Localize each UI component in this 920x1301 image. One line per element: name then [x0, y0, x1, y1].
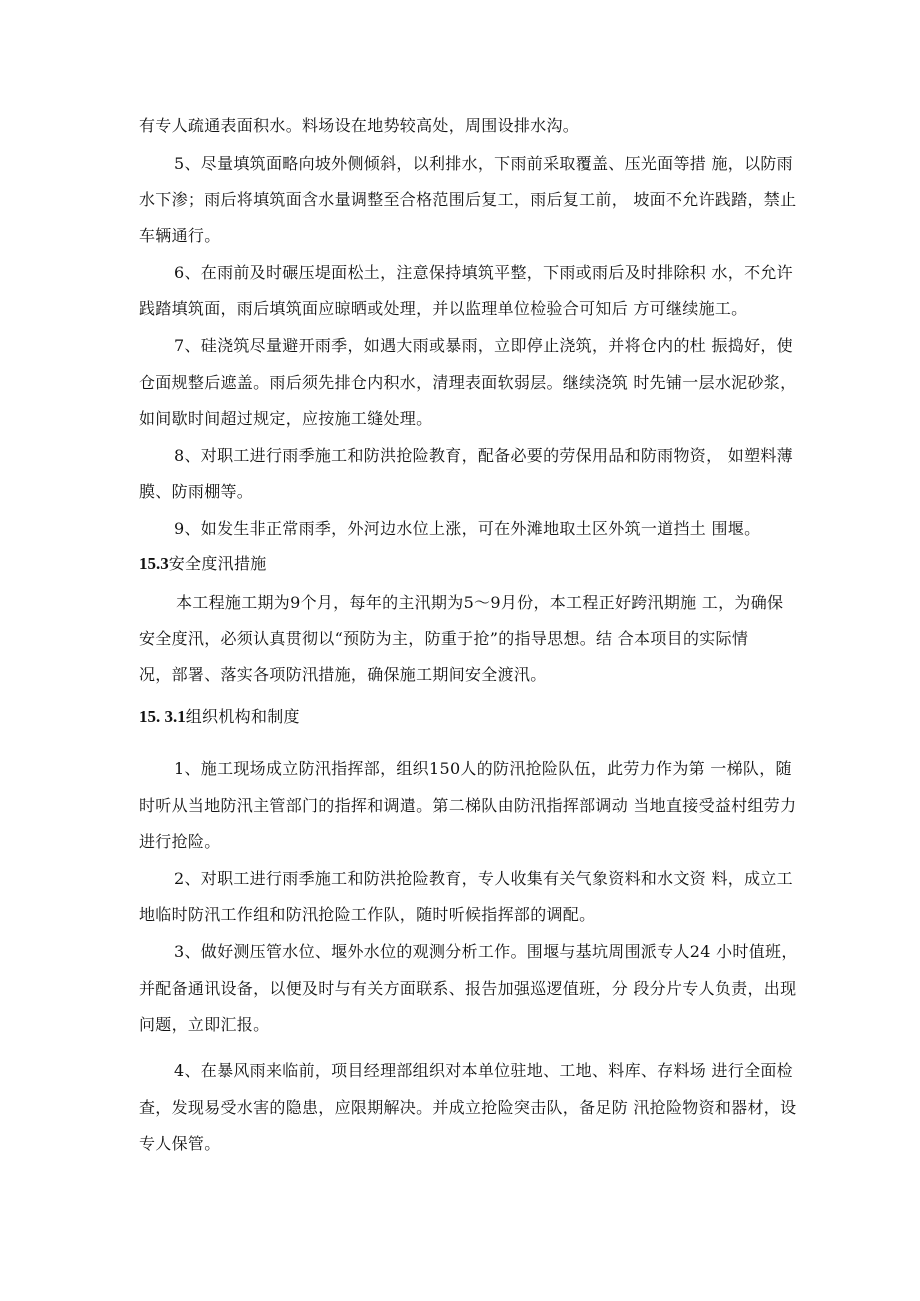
rain-item-5-line-3: 车辆通行。 — [139, 226, 221, 245]
rain-item-5-line-1: 5、尽量填筑面略向坡外侧倾斜，以利排水，下雨前采取覆盖、压光面等措 施，以防雨 — [174, 154, 793, 173]
org-item-1-line-1: 1、施工现场成立防汛指挥部，组织150人的防汛抢险队伍，此劳力作为第 一梯队，随 — [174, 759, 792, 778]
section-heading-15-3-1 — [139, 706, 300, 728]
rain-cont-line-1: 有专人疏通表面积水。料场设在地势较高处，周围设排水沟。 — [139, 116, 580, 135]
org-item-1-line-2: 时听从当地防汛主管部门的指挥和调遣。第二梯队由防汛指挥部调动 当地直接受益村组劳力 — [139, 796, 797, 815]
rain-item-6-line-2: 践踏填筑面，雨后填筑面应晾晒或处理，并以监理单位检验合可知后 方可继续施工。 — [139, 299, 748, 318]
subsection-title: 组织机构和制度 — [185, 707, 300, 726]
rain-item-7-line-2: 仓面规整后遮盖。雨后须先排仓内积水，清理表面软弱层。继续浇筑 时先铺一层水泥砂浆， — [139, 373, 797, 392]
org-item-4-line-2: 查，发现易受水害的隐患，应限期解决。并成立抢险突击队，备足防 汛抢险物资和器材，设 — [139, 1098, 797, 1117]
section-number: 15.3 — [139, 554, 169, 573]
org-item-2-line-2: 地临时防汛工作组和防汛抢险工作队，随时听候指挥部的调配。 — [139, 905, 596, 924]
org-item-3-line-2: 并配备通讯设备，以便及时与有关方面联系、报告加强巡逻值班，分 段分片专人负责，出现 — [139, 979, 797, 998]
section-heading-15-3 — [139, 553, 267, 575]
org-item-2-line-1: 2、对职工进行雨季施工和防洪抢险教育，专人收集有关气象资料和水文资 料，成立工 — [174, 869, 793, 888]
flood-intro-line-2: 安全度汛，必须认真贯彻以“预防为主，防重于抢”的指导思想。结 合本项目的实际情 — [139, 629, 749, 648]
rain-item-6-line-1: 6、在雨前及时碾压堤面松土，注意保持填筑平整，下雨或雨后及时排除积 水，不允许 — [174, 263, 793, 282]
rain-item-8-line-1: 8、对职工进行雨季施工和防洪抢险教育，配备必要的劳保用品和防雨物资， 如塑料薄 — [174, 446, 793, 465]
rain-item-7-line-3: 如间歇时间超过规定，应按施工缝处理。 — [139, 409, 433, 428]
subsection-number: 15. 3.1 — [139, 707, 186, 726]
org-item-1-line-3: 进行抢险。 — [139, 832, 221, 851]
section-title: 安全度汛措施 — [168, 554, 267, 573]
rain-item-8-line-2: 膜、防雨棚等。 — [139, 482, 254, 501]
rain-item-9-line-1: 9、如发生非正常雨季，外河边水位上涨，可在外滩地取土区外筑一道挡土 围堰。 — [174, 519, 761, 538]
org-item-3-line-3: 问题，立即汇报。 — [139, 1015, 270, 1034]
org-item-3-line-1: 3、做好测压管水位、堰外水位的观测分析工作。围堰与基坑周围派专人24 小时值班， — [174, 942, 798, 961]
org-item-4-line-3: 专人保管。 — [139, 1134, 221, 1153]
org-item-4-line-1: 4、在暴风雨来临前，项目经理部组织对本单位驻地、工地、料库、存料场 进行全面检 — [174, 1061, 793, 1080]
rain-item-5-line-2: 水下渗；雨后将填筑面含水量调整至合格范围后复工，雨后复工前， 坡面不允许践踏，禁止 — [139, 190, 797, 209]
rain-item-7-line-1: 7、硅浇筑尽量避开雨季，如遇大雨或暴雨，立即停止浇筑，并将仓内的杜 振捣好，使 — [174, 336, 793, 355]
flood-intro-line-3: 况，部署、落实各项防汛措施，确保施工期间安全渡汛。 — [139, 665, 547, 684]
flood-intro-line-1: 本工程施工期为9个月，每年的主汛期为5～9月份，本工程正好跨汛期施 工，为确保 — [176, 593, 784, 612]
